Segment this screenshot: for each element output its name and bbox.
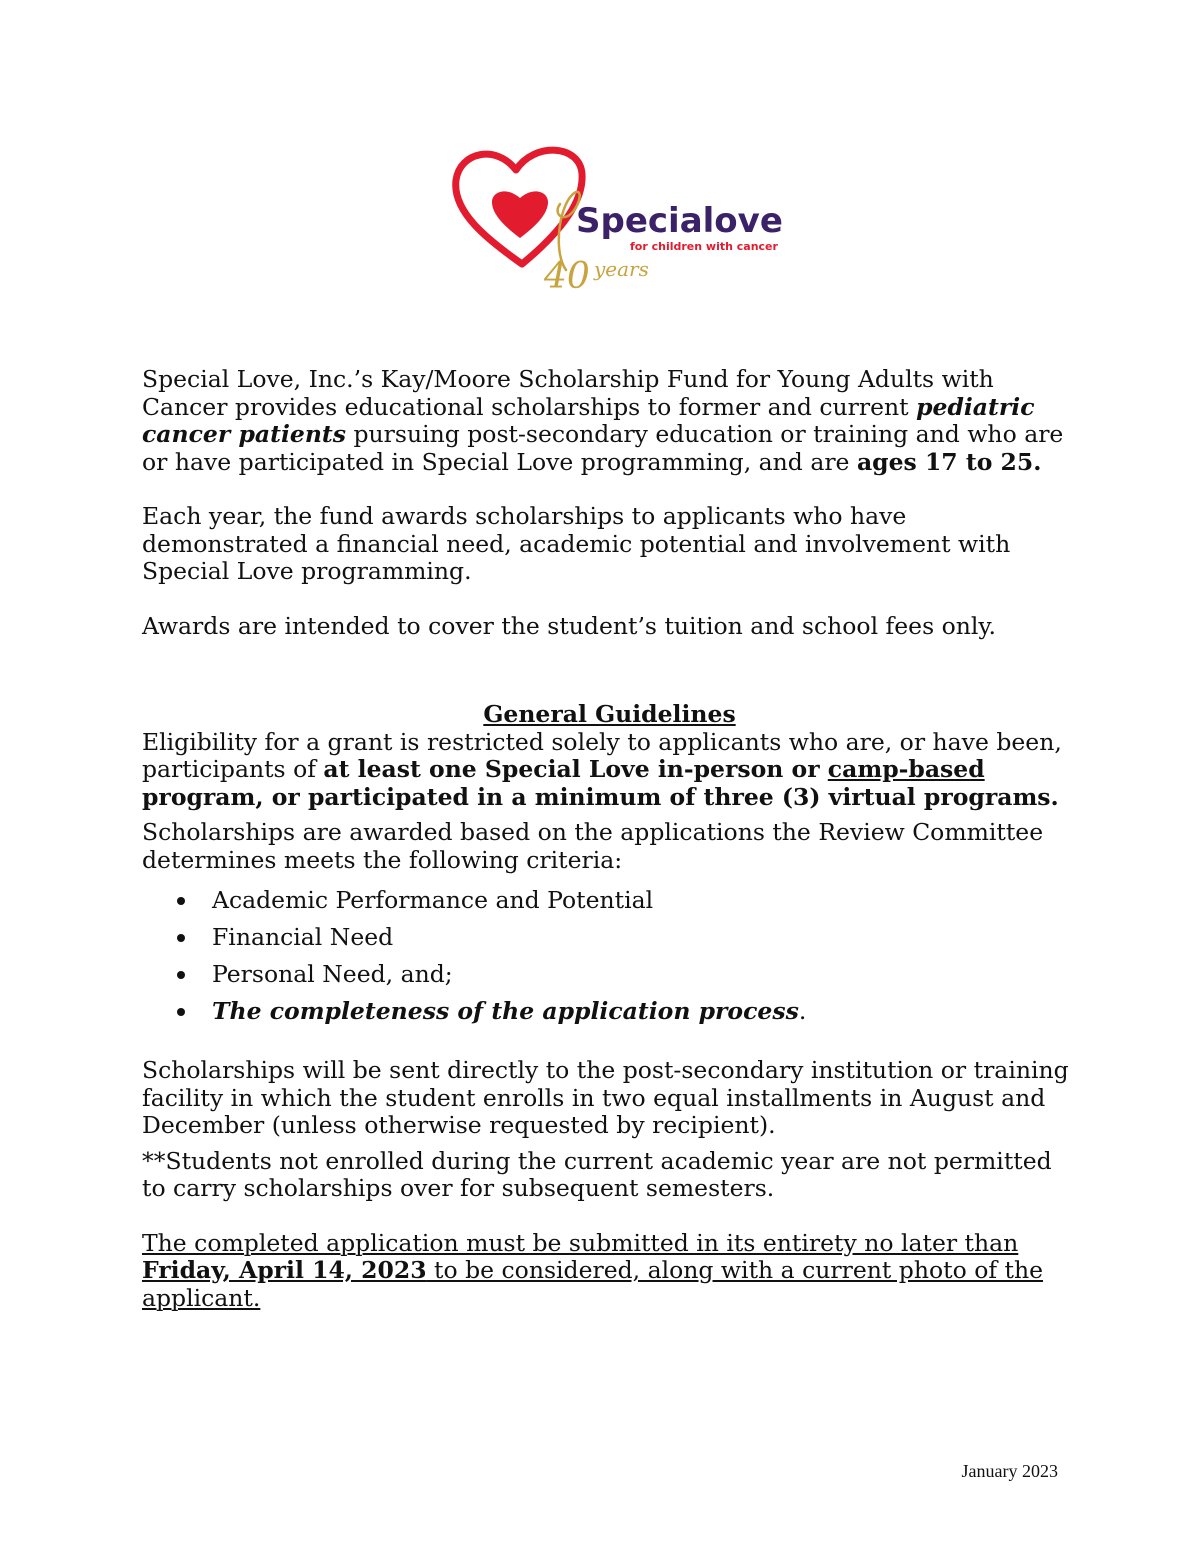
- special-love-logo: [448, 140, 793, 298]
- awards-coverage-paragraph: Awards are intended to cover the student’s tuition and school fees only.: [142, 611, 997, 640]
- list-item: Financial Need: [142, 919, 1077, 956]
- heart-solid-icon: [492, 191, 548, 238]
- list-item: The completeness of the application process.: [142, 993, 1077, 1030]
- anniversary-word: years: [594, 257, 649, 281]
- anniversary-number: 40: [544, 256, 590, 297]
- list-item: Academic Performance and Potential: [142, 882, 1077, 919]
- enrollment-note: **Students not enrolled during the current academic year are not permitted to carry scholarships over for subsequent semesters.: [142, 1146, 1052, 1202]
- list-item: Personal Need, and;: [142, 956, 1077, 993]
- deadline-paragraph: The completed application must be submitted in its entirety no later than Friday, April 14, 2023 to be considered, along with a current photo of the applicant.: [142, 1228, 1044, 1312]
- footer-date: January 2023: [961, 1461, 1058, 1481]
- eligibility-paragraph: Eligibility for a grant is restricted solely to applicants who are, or have been, participants of at least one Special Love in-person or camp-based program, or participated in a minimum of three (3) virtual programs.: [142, 727, 1062, 811]
- emphasis-pediatric-cancer: pediatric cancer patients: [142, 392, 1035, 448]
- brand-tagline: for children with cancer: [630, 240, 778, 253]
- intro-paragraph: Special Love, Inc.’s Kay/Moore Scholarship Fund for Young Adults with Cancer provides educational scholarships to former and current pediatric cancer patients pursuing post-secondary education or training and who are or have participated in Special Love programming, and are ages 17 to 25.: [142, 365, 1064, 476]
- brand-name: Specialove: [576, 201, 783, 241]
- emphasis-camp-based: camp-based: [827, 755, 985, 783]
- emphasis-ages: ages 17 to 25.: [856, 447, 1042, 476]
- criteria-list: [142, 882, 1077, 1030]
- document-body: [142, 366, 1077, 1312]
- logo-graphic: [448, 140, 793, 298]
- section-heading: General Guidelines: [483, 700, 736, 728]
- deadline-date: Friday, April 14, 2023: [142, 1256, 427, 1284]
- criteria-intro: Scholarships are awarded based on the applications the Review Committee determines meets the following criteria:: [142, 818, 1044, 874]
- payment-paragraph: Scholarships will be sent directly to the post-secondary institution or training facility in which the student enrolls in two equal installments in August and December (unless otherwise requested by recipient).: [142, 1056, 1069, 1139]
- fund-awards-paragraph: Each year, the fund awards scholarships to applicants who have demonstrated a financial need, academic potential and involvement with Special Love programming.: [142, 502, 1011, 585]
